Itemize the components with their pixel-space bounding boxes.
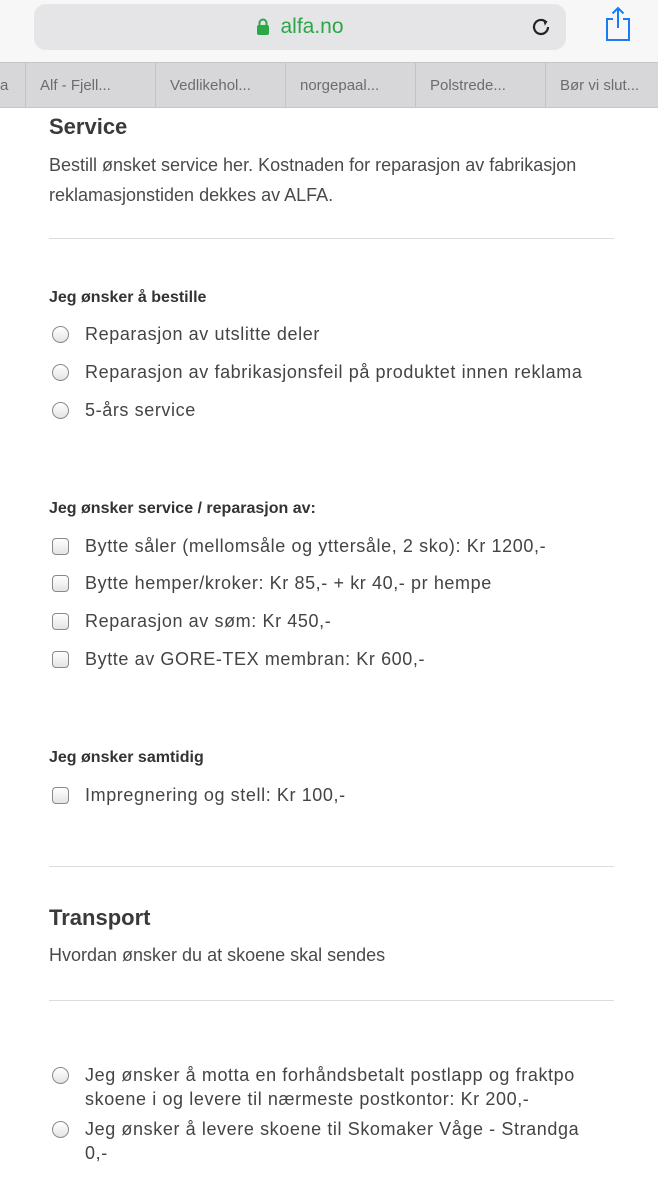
order-option-2[interactable] bbox=[50, 360, 614, 386]
service-description-line-1: Bestill ønsket service her. Kostnaden for reparasjon av fabrikasjon bbox=[49, 155, 577, 175]
transport-option-1[interactable] bbox=[50, 1063, 614, 1113]
checkbox[interactable] bbox=[52, 575, 69, 592]
option-label: Reparasjon av utslitte deler bbox=[85, 324, 320, 344]
repair-option-1[interactable] bbox=[50, 534, 614, 560]
tab-label: a bbox=[0, 76, 9, 94]
tab-label: Bør vi slut... bbox=[560, 76, 640, 94]
divider bbox=[49, 1000, 614, 1001]
option-label: Bytte såler (mellomsåle og yttersåle, 2 sko): Kr 1200,- bbox=[85, 536, 547, 556]
order-label: Jeg ønsker å bestille bbox=[49, 289, 207, 306]
checkbox[interactable] bbox=[52, 651, 69, 668]
checkbox[interactable] bbox=[52, 613, 69, 630]
radio-button[interactable] bbox=[52, 402, 69, 419]
address-bar[interactable] bbox=[34, 4, 566, 50]
reload-icon[interactable] bbox=[530, 16, 552, 38]
option-label-line-2: 0,- bbox=[85, 1143, 108, 1163]
tab-6[interactable] bbox=[546, 63, 658, 107]
tab-label: norgepaal... bbox=[300, 76, 380, 94]
option-label: 5-års service bbox=[85, 400, 196, 420]
url-text: alfa.no bbox=[280, 15, 344, 38]
also-label: Jeg ønsker samtidig bbox=[49, 749, 204, 766]
tab-label: Alf - Fjell... bbox=[40, 76, 111, 94]
tab-label: Polstrede... bbox=[430, 76, 506, 94]
lock-icon bbox=[256, 18, 270, 36]
browser-top-bar bbox=[0, 0, 658, 62]
transport-option-2[interactable] bbox=[50, 1117, 614, 1167]
tab-5[interactable] bbox=[416, 63, 546, 107]
transport-description: Hvordan ønsker du at skoene skal sendes bbox=[49, 945, 386, 965]
option-label: Reparasjon av fabrikasjonsfeil på produktet innen reklama bbox=[85, 362, 583, 382]
page-content bbox=[0, 106, 658, 1200]
option-label-line-1: Jeg ønsker å levere skoene til Skomaker Våge - Strandga bbox=[85, 1119, 580, 1139]
tab-1[interactable] bbox=[0, 63, 26, 107]
radio-button[interactable] bbox=[52, 1067, 69, 1084]
transport-heading: Transport bbox=[49, 905, 151, 930]
option-label: Impregnering og stell: Kr 100,- bbox=[85, 785, 346, 805]
repair-option-4[interactable] bbox=[50, 647, 614, 673]
option-label-line-2: skoene i og levere til nærmeste postkontor: Kr 200,- bbox=[85, 1089, 530, 1109]
order-option-3[interactable] bbox=[50, 398, 614, 424]
tab-strip bbox=[0, 62, 658, 108]
order-option-1[interactable] bbox=[50, 322, 614, 348]
divider bbox=[49, 238, 614, 239]
service-description-line-2: reklamasjonstiden dekkes av ALFA. bbox=[49, 185, 334, 205]
checkbox[interactable] bbox=[52, 787, 69, 804]
checkbox[interactable] bbox=[52, 538, 69, 555]
radio-button[interactable] bbox=[52, 364, 69, 381]
option-label: Bytte av GORE-TEX membran: Kr 600,- bbox=[85, 649, 426, 669]
tab-3[interactable] bbox=[156, 63, 286, 107]
share-icon[interactable] bbox=[604, 6, 632, 42]
url-display bbox=[34, 4, 566, 50]
service-heading: Service bbox=[49, 114, 128, 139]
tab-4[interactable] bbox=[286, 63, 416, 107]
radio-button[interactable] bbox=[52, 326, 69, 343]
option-label: Reparasjon av søm: Kr 450,- bbox=[85, 611, 332, 631]
also-option-1[interactable] bbox=[50, 783, 614, 809]
divider bbox=[49, 866, 614, 867]
option-label: Bytte hemper/kroker: Kr 85,- + kr 40,- pr hempe bbox=[85, 573, 492, 593]
repair-option-2[interactable] bbox=[50, 571, 614, 597]
repair-label: Jeg ønsker service / reparasjon av: bbox=[49, 500, 316, 517]
radio-button[interactable] bbox=[52, 1121, 69, 1138]
tab-2[interactable] bbox=[26, 63, 156, 107]
option-label-line-1: Jeg ønsker å motta en forhåndsbetalt postlapp og fraktpo bbox=[85, 1065, 575, 1085]
tab-label: Vedlikehol... bbox=[170, 76, 251, 94]
repair-option-3[interactable] bbox=[50, 609, 614, 635]
